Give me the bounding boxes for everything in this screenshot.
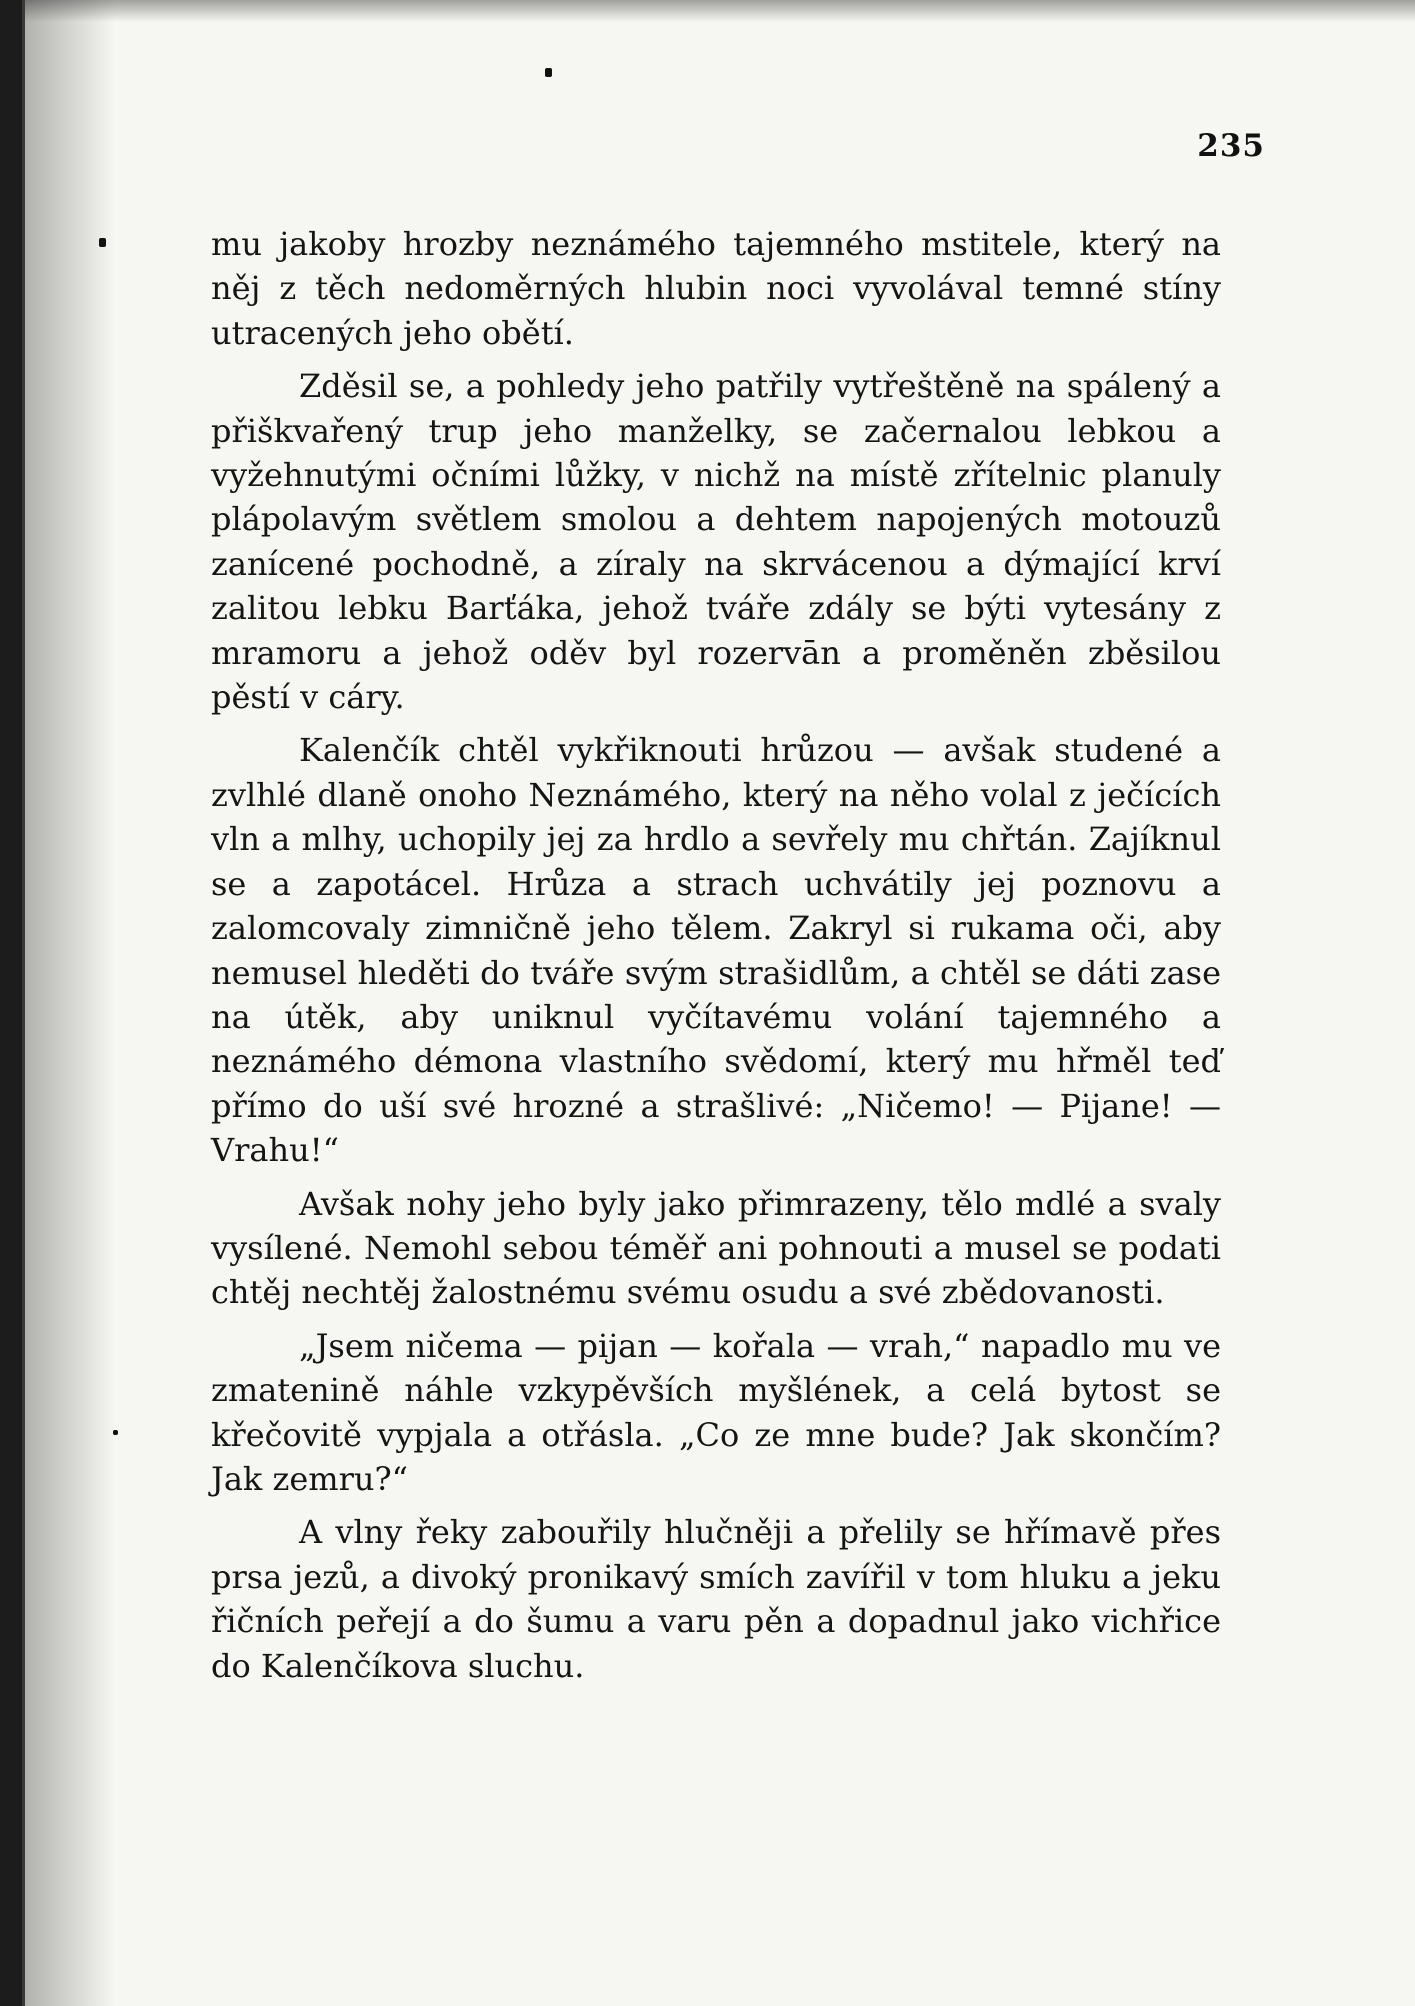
scan-speck	[113, 1430, 118, 1435]
paragraph: Zděsil se, a pohledy jeho patřily vytřeštěně na spálený a přiškvařený trup jeho manželky, se začernalou lebkou a vyžehnutými očními lůžky, v nichž na místě zřítelnic planuly plápolavým světlem smolou a dehtem napojených motouzů zanícené pochodně, a zíraly na skrvácenou a dýmající krví zalitou lebku Barťáka, jehož tváře zdály se býti vytesány z mramoru a jehož oděv byl rozervān a proměněn zběsilou pěstí v cáry.	[211, 367, 1221, 717]
paragraph: Kalenčík chtěl vykřiknouti hrůzou — avšak studené a zvlhlé dlaně onoho Neznámého, který na něho volal z ječících vln a mlhy, uchopily jej za hrdlo a sevřely mu chřtán. Zajíknul se a zapotácel. Hrůza a strach uchvátily jej poznovu a zalomcovaly zimničně jeho tělem. Zakryl si rukama oči, aby nemusel hleděti do tváře svým strašidlům, a chtěl se dáti zase na útěk, aby uniknul vyčítavému volání tajemného a neznámého démona vlastního svědomí, který mu hřměl teď přímo do uší své hrozné a strašlivé: „Ničemo! — Pijane! — Vrahu!“	[211, 731, 1221, 1170]
paragraph: Avšak nohy jeho byly jako přimrazeny, tělo mdlé a svaly vysílené. Nemohl sebou téměř ani pohnouti a musel se podati chtěj nechtěj žalostnému svému osudu a své zbědovanosti.	[211, 1184, 1221, 1312]
page-number: 235	[1197, 128, 1265, 164]
scanned-page	[22, 0, 1415, 2006]
scan-speck	[99, 238, 106, 247]
gutter-shadow	[25, 0, 115, 2006]
paragraph: A vlny řeky zabouřily hlučněji a přelily se hřímavě přes prsa jezů, a divoký pronikavý smích zavířil v tom hluku a jeku řičních peřejí a do šumu a varu pěn a dopadnul jako vichřice do Kalenčíkova sluchu.	[211, 1513, 1221, 1685]
body-text	[211, 222, 1221, 1688]
top-edge-shadow	[25, 0, 1415, 22]
scan-speck	[545, 68, 552, 77]
paragraph: mu jakoby hrozby neznámého tajemného mstitele, který na něj z těch nedoměrných hlubin noci vyvolával temné stíny utracených jeho obětí.	[211, 225, 1221, 352]
paragraph: „Jsem ničema — pijan — kořala — vrah,“ napadlo mu ve zmatenině náhle vzkypěvších myšlének, a celá bytost se křečovitě vypjala a otřásla. „Co ze mne bude? Jak skončím? Jak zemru?“	[211, 1326, 1221, 1498]
